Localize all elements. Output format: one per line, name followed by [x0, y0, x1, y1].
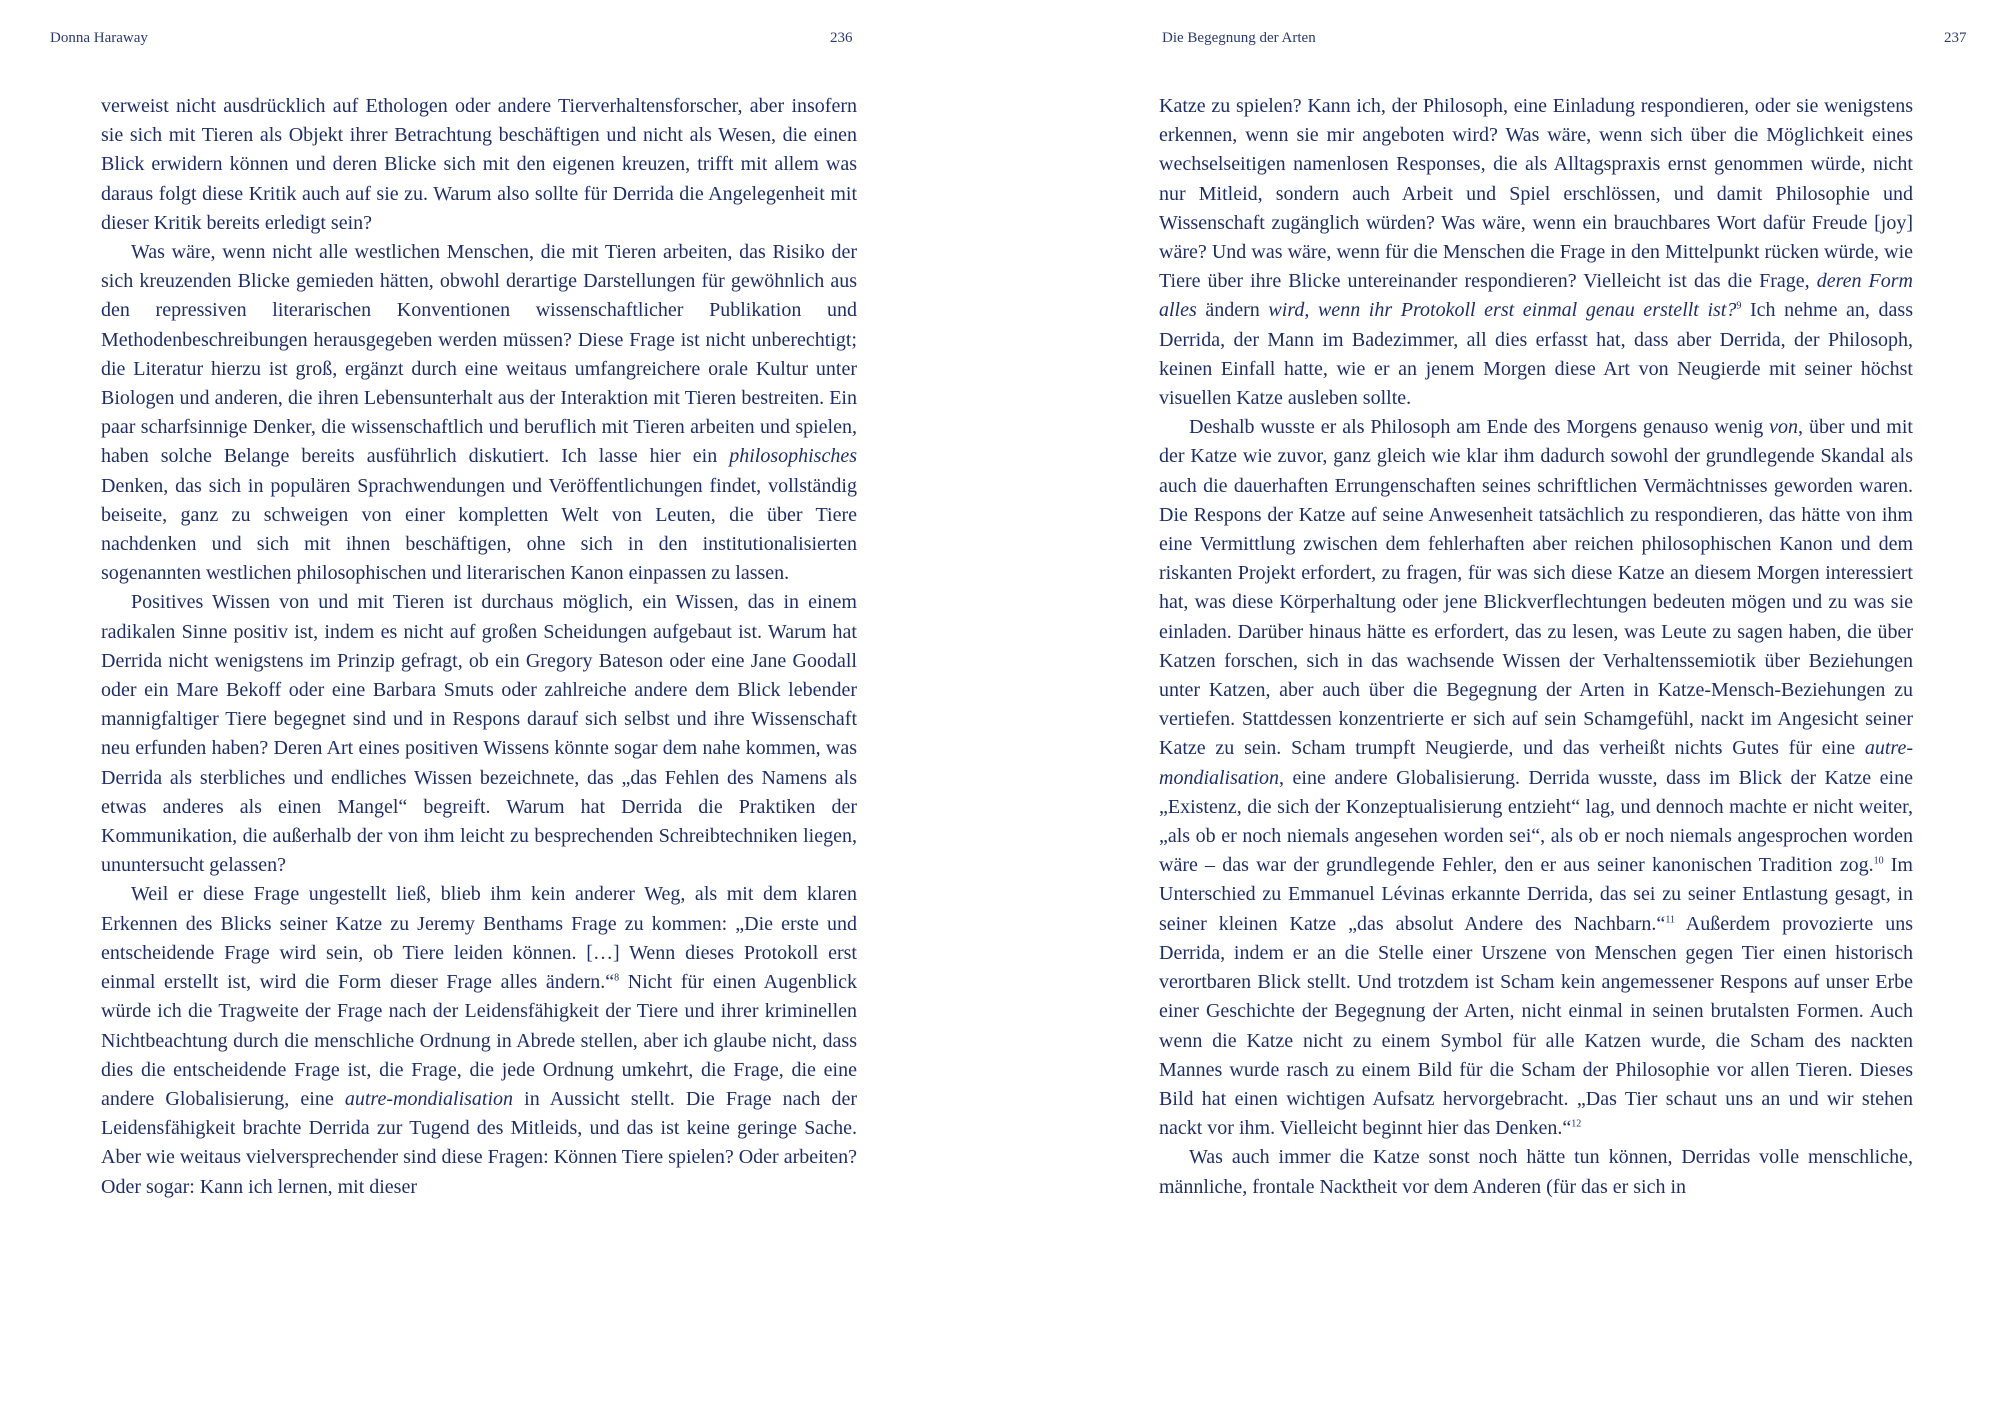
- emphasis: autre-mondialisation: [344, 1087, 514, 1110]
- page-number: 236: [830, 30, 853, 46]
- right-page: [1000, 0, 2000, 1411]
- footnote-marker: 8: [614, 972, 620, 984]
- footnote-marker: 10: [1873, 855, 1884, 867]
- paragraph: Was auch immer die Katze sonst noch hätte tun können, Derridas volle menschliche, männliche, frontale Nacktheit vor dem Anderen (für das er sich in: [1159, 1146, 1913, 1198]
- emphasis: wird, wenn ihr Protokoll erst einmal genau erstellt ist?: [1268, 299, 1737, 322]
- running-head-author: Donna Haraway: [50, 30, 148, 46]
- paragraph: verweist nicht ausdrücklich auf Ethologen oder andere Tierverhaltensforscher, aber insofern sie sich mit Tieren als Objekt ihrer Betrachtung beschäftigen und nicht als Wesen, die einen Blick erwidern können und deren Blicke sich mit den eigenen kreuzen, trifft mit allem was daraus folgt diese Kritik auch auf sie zu. Warum also sollte für Derrida die Angelegenheit mit dieser Kritik bereits erledigt sein?: [101, 95, 857, 234]
- page-number: 237: [1944, 30, 1967, 46]
- footnote-marker: 9: [1736, 300, 1742, 312]
- paragraph: Deshalb wusste er als Philosoph am Ende des Morgens genauso wenig von, über und mit der Katze wie zuvor, ganz gleich wie klar ihm dadurch sowohl der grundlegende Skandal als auch die dauerhaften Errungenschaften seines schriftlichen Vermächtnisses geworden waren. Die Respons der Katze auf seine Anwesenheit tatsächlich zu respondieren, das hätte von ihm eine Vermittlung zwischen dem fehlerhaften aber reichen philosophischen Kanon und dem riskanten Projekt erfordert, zu fragen, für was sich diese Katze an diesem Morgen interessiert hat, was diese Körperhaltung oder jene Blickverflechtungen bedeuten mögen und zu was sie einladen. Darüber hinaus hätte es erfordert, das zu lesen, was Leute zu sagen haben, die über Katzen forschen, sich in das wachsende Wissen der Verhaltenssemiotik über Beziehungen unter Katzen, aber auch über die Begegnung der Arten in Katze-Mensch-Beziehungen zu vertiefen. Stattdessen konzentrierte er sich auf sein Schamgefühl, nackt im Angesicht seiner Katze zu sein. Scham trumpft Neugierde, und das verheißt nichts Gutes für eine autre-mondialisation, eine andere Globalisierung. Derrida wusste, dass im Blick der Katze eine „Existenz, die sich der Konzeptualisierung entzieht“ lag, und dennoch machte er nicht weiter, „als ob er noch niemals angesehen worden sei“, als ob er noch niemals angesprochen worden wäre – das war der grundlegende Fehler, den er aus seiner kanonischen Tradition zog.$^{10}$ Im Unterschied zu Emmanuel Lévinas erkannte Derrida, das sei zu seiner Entlastung gesagt, in seiner kleinen Katze „das absolut Andere des Nachbarn.“$^{11}$ Außerdem provozierte uns Derrida, indem er an die Stelle einer Urszene von Menschen gegen Tier einen historisch verortbaren Blick stellt. Und trotzdem ist Scham kein angemessener Respons auf unser Erbe einer Geschichte der Begegnung der Arten, nicht einmal in seinen brutalsten Formen. Auch wenn die Katze nicht zu einem Symbol für alle Katzen wurde, die Scham des nackten Mannes wurde rasch zu einem Bild für die Scham der Philosophie vor allen Tieren. Dieses Bild hat einen wichtigen Aufsatz hervorgebracht. „Das Tier schaut uns an und wir stehen nackt vor ihm. Vielleicht beginnt hier das Denken.“$^{12}$: [1159, 416, 1913, 1140]
- emphasis: autre-mondialisation: [1159, 737, 1913, 789]
- paragraph: Positives Wissen von und mit Tieren ist durchaus möglich, ein Wissen, das in einem radikalen Sinne positiv ist, indem es nicht auf großen Scheidungen aufgebaut ist. Warum hat Derrida nicht wenigstens im Prinzip gefragt, ob ein Gregory Bateson oder eine Jane Goodall oder ein Mare Bekoff oder eine Barbara Smuts oder zahlreiche andere dem Blick lebender mannigfaltiger Tiere begegnet sind und in Respons darauf sich selbst und ihre Wissenschaft neu erfunden haben? Deren Art eines positiven Wissens könnte sogar dem nahe kommen, was Derrida als sterbliches und endliches Wissen bezeichnete, das „das Fehlen des Namens als etwas anderes als einen Mangel“ begreift. Warum hat Derrida die Praktiken der Kommunikation, die außerhalb der von ihm leicht zu besprechenden Schreibtechniken liegen, ununtersucht gelassen?: [101, 591, 857, 877]
- body-text: [101, 92, 857, 1202]
- paragraph: Weil er diese Frage ungestellt ließ, blieb ihm kein anderer Weg, als mit dem klaren Erkennen des Blicks seiner Katze zu Jeremy Benthams Frage zu kommen: „Die erste und entscheidende Frage wird sein, ob Tiere leiden können. […] Wenn dieses Protokoll erst einmal erstellt ist, wird die Form dieser Frage alles ändern.“$^8$ Nicht für einen Augenblick würde ich die Tragweite der Frage nach der Leidensfähigkeit der Tiere und ihrer kriminellen Nichtbeachtung durch die menschliche Ordnung in Abrede stellen, aber ich glaube nicht, dass dies die entscheidende Frage ist, die Frage, die jede Ordnung umkehrt, die Frage, die eine andere Globalisierung, eine autre-mondialisation in Aussicht stellt. Die Frage nach der Leidensfähigkeit brachte Derrida zur Tugend des Mitleids, und das ist keine geringe Sache. Aber wie weitaus vielversprechender sind diese Fragen: Können Tiere spielen? Oder arbeiten? Oder sogar: Kann ich lernen, mit dieser: [101, 883, 858, 1198]
- emphasis: philosophisches: [729, 445, 857, 468]
- paragraph: Katze zu spielen? Kann ich, der Philosoph, eine Einladung respondieren, oder sie wenigstens erkennen, wenn sie mir angeboten wird? Was wäre, wenn sich über die Möglichkeit eines wechselseitigen namenlosen Responses, die als Alltagspraxis ernst genommen würde, nicht nur Mitleid, sondern auch Arbeit und Spiel erschlössen, und damit Philosophie und Wissenschaft zugänglich würden? Was wäre, wenn ein brauchbares Wort dafür Freude [joy] wäre? Und was wäre, wenn für die Menschen die Frage in den Mittelpunkt rücken würde, wie Tiere über ihre Blicke untereinander respondieren? Vielleicht ist das die Frage, deren Form alles ändern wird, wenn ihr Protokoll erst einmal genau erstellt ist?$^9$ Ich nehme an, dass Derrida, der Mann im Badezimmer, all dies erfasst hat, dass aber Derrida, der Philosoph, keinen Einfall hatte, wie er an jenem Morgen diese Art von Neugierde mit seiner höchst visuellen Katze ausleben sollte.: [1159, 95, 1913, 410]
- footnote-marker: 12: [1571, 1118, 1582, 1130]
- emphasis: von: [1769, 416, 1799, 439]
- emphasis: deren Form alles: [1159, 270, 1913, 322]
- footnote-marker: 11: [1665, 914, 1675, 926]
- running-head-title: Die Begegnung der Arten: [1162, 30, 1316, 46]
- paragraph: Was wäre, wenn nicht alle westlichen Menschen, die mit Tieren arbeiten, das Risiko der sich kreuzenden Blicke gemieden hätten, obwohl derartige Darstellungen für gewöhnlich aus den repressiven literarischen Konventionen wissenschaftlicher Publikation und Methodenbeschreibungen herausgegeben werden müssen? Diese Frage ist nicht unberechtigt; die Literatur hierzu ist groß, ergänzt durch eine weitaus umfangreichere orale Kultur unter Biologen und anderen, die ihren Lebensunterhalt aus der Interaktion mit Tieren bestreiten. Ein paar scharfsinnige Denker, die wissenschaftlich und beruflich mit Tieren arbeiten und spielen, haben solche Belange bereits ausführlich diskutiert. Ich lasse hier ein philosophisches Denken, das sich in populären Sprachwendungen und Veröffentlichungen findet, vollständig beiseite, ganz zu schweigen von einer kompletten Welt von Leuten, die über Tiere nachdenken und sich mit ihnen beschäftigen, ohne sich in den institutionalisierten sogenannten westlichen philosophischen und literarischen Kanon einpassen zu lassen.: [101, 241, 857, 585]
- body-text: [1159, 92, 1913, 1202]
